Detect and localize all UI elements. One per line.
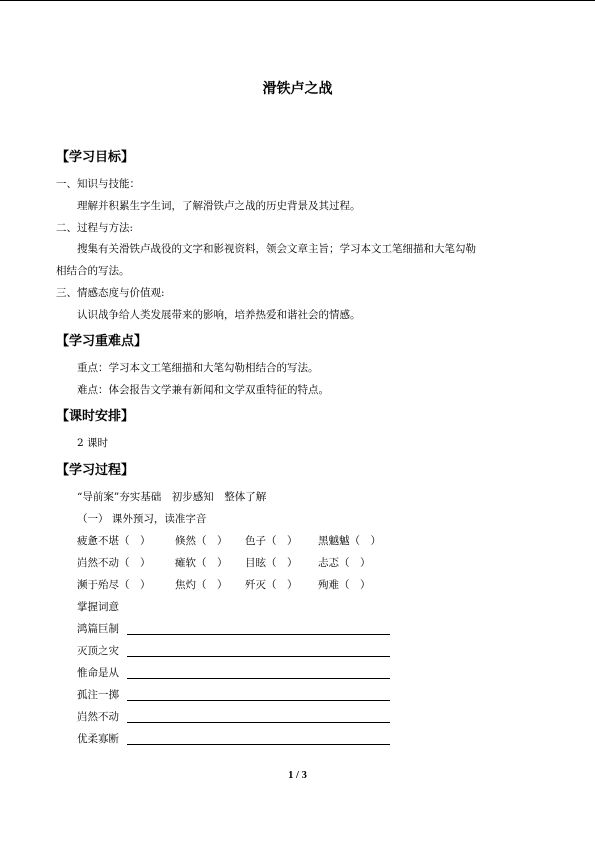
goals-line-1: 一、知识与技能：	[56, 178, 140, 190]
goals-line-4: 搜集有关滑铁卢战役的文字和影视资料，领会文章主旨；学习本文工笔细描和大笔勾勒	[77, 243, 476, 255]
vocab-term: 优柔寡断	[77, 733, 119, 745]
pinyin-item: 色子（ ）	[245, 535, 298, 547]
section-header-schedule: 【课时安排】	[56, 409, 135, 424]
goals-line-6: 三、情感态度与价值观:	[56, 287, 165, 299]
vocab-term: 惟命是从	[77, 667, 119, 679]
goals-line-5: 相结合的写法。	[56, 265, 130, 277]
goals-line-3: 二、过程与方法:	[56, 222, 134, 234]
section-header-process: 【学习过程】	[56, 463, 135, 478]
vocab-answer-line[interactable]	[127, 678, 390, 679]
difficulty-line: 难点：体会报告文学兼有新闻和文学双重特征的特点。	[77, 384, 329, 396]
pinyin-item: 倏然（ ）	[175, 535, 228, 547]
pinyin-item: 焦灼（ ）	[175, 579, 228, 591]
top-rule	[0, 0, 595, 1]
pinyin-item: 疲惫不堪（ ）	[77, 535, 151, 547]
section-header-goals: 【学习目标】	[56, 150, 135, 165]
vocab-term: 岿然不动	[77, 711, 119, 723]
process-subheading: （一） 课外预习，读准字音	[77, 513, 207, 525]
goals-line-2: 理解并积累生字生词，了解滑铁卢之战的历史背景及其过程。	[77, 200, 361, 212]
document-title: 滑铁卢之战	[262, 81, 333, 97]
pinyin-item: 黑魆魆（ ）	[318, 535, 381, 547]
pinyin-item: 歼灭（ ）	[245, 579, 298, 591]
pinyin-item: 忐忑（ ）	[318, 557, 371, 569]
key-point-line: 重点：学习本文工笔细描和大笔勾勒相结合的写法。	[77, 362, 319, 374]
schedule-text: 2 课时	[77, 437, 109, 449]
section-header-key-points: 【学习重难点】	[56, 334, 148, 349]
pinyin-item: 殉难（ ）	[318, 579, 371, 591]
vocab-label: 掌握词意	[77, 601, 119, 613]
page-number: 1 / 3	[288, 770, 307, 781]
vocab-answer-line[interactable]	[127, 744, 390, 745]
process-intro: “导前案”夯实基础 初步感知 整体了解	[77, 491, 267, 503]
pinyin-item: 岿然不动（ ）	[77, 557, 151, 569]
vocab-answer-line[interactable]	[127, 700, 390, 701]
pinyin-item: 濒于殆尽（ ）	[77, 579, 151, 591]
pinyin-item: 目眩（ ）	[245, 557, 298, 569]
vocab-term: 孤注一掷	[77, 689, 119, 701]
vocab-answer-line[interactable]	[127, 656, 390, 657]
pinyin-item: 瘫软（ ）	[175, 557, 228, 569]
goals-line-7: 认识战争给人类发展带来的影响，培养热爱和谐社会的情感。	[77, 309, 361, 321]
vocab-term: 鸿篇巨制	[77, 623, 119, 635]
vocab-term: 灭顶之灾	[77, 645, 119, 657]
vocab-answer-line[interactable]	[127, 722, 390, 723]
vocab-answer-line[interactable]	[127, 634, 390, 635]
